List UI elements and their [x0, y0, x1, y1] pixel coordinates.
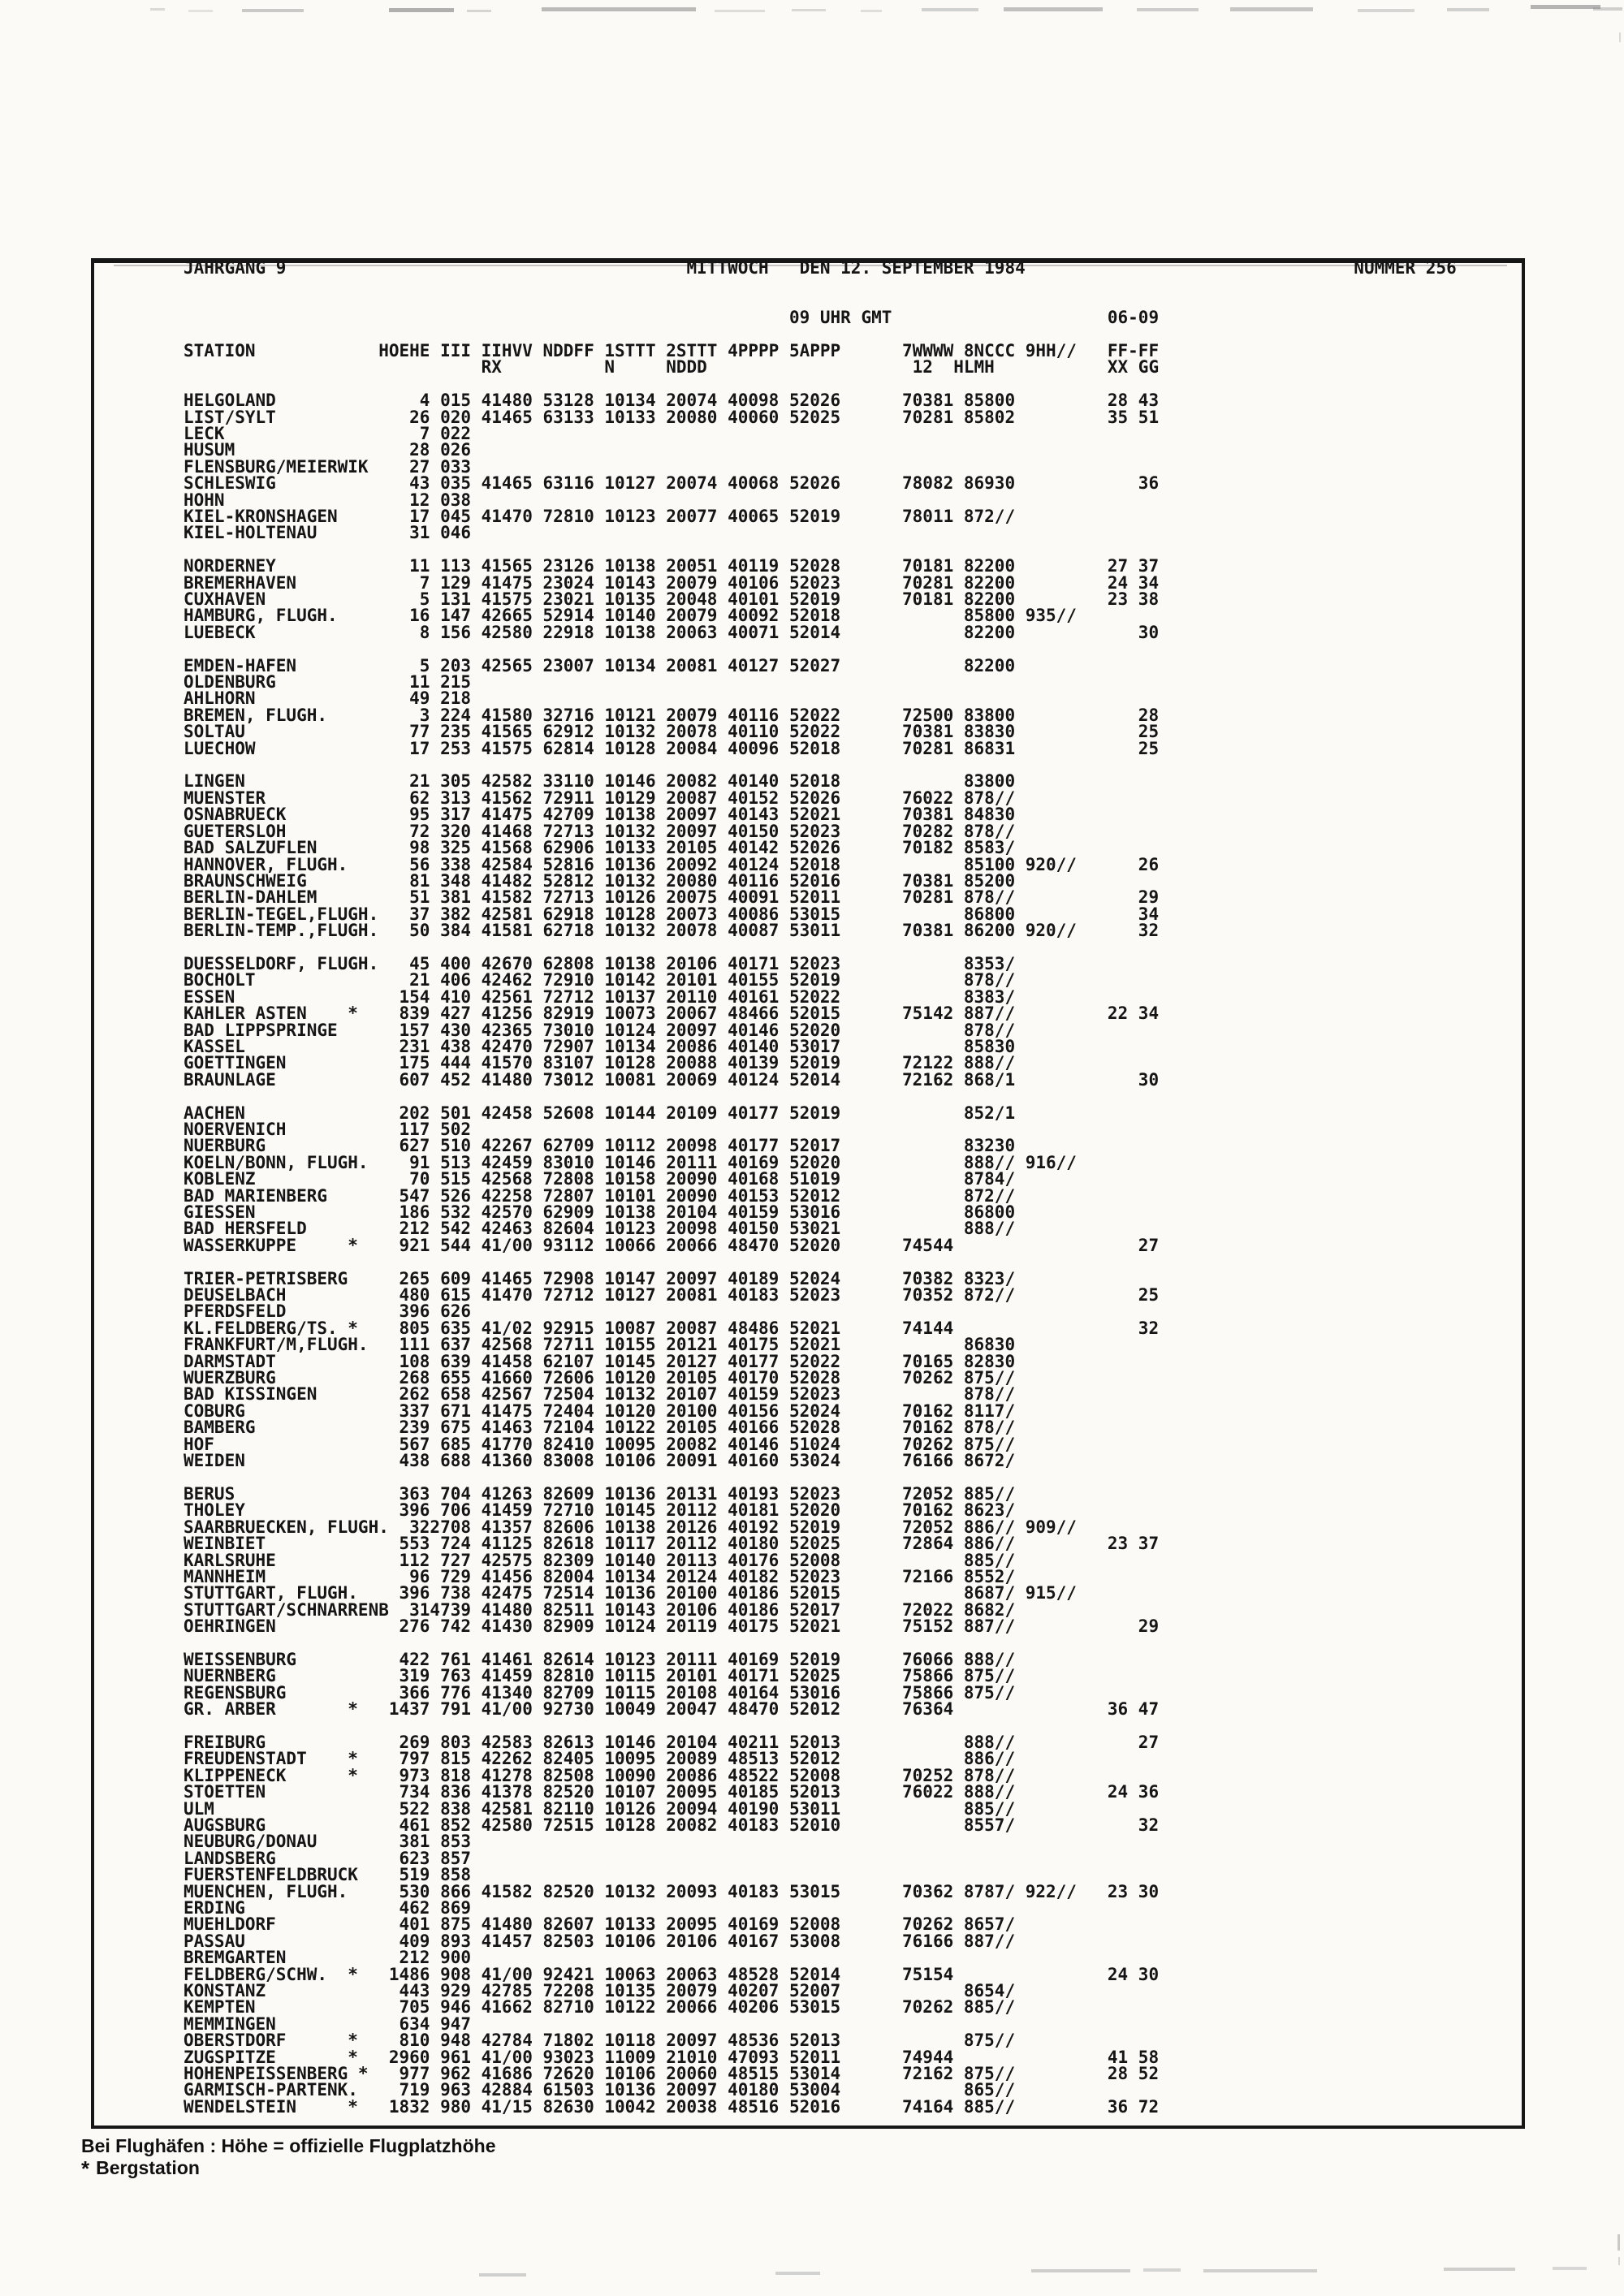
station-row: GOETTINGEN 175 444 41570 83107 10128 20088 40139 52019 72122 888// [184, 1053, 1016, 1073]
station-row: OSNABRUECK 95 317 41475 42709 10138 20097 40143 52021 70381 84830 [184, 805, 1016, 825]
station-row: LINGEN 21 305 42582 33110 10146 20082 40140 52018 83800 [184, 771, 1016, 792]
scan-artifact [150, 8, 165, 11]
station-row: STUTTGART, FLUGH. 396 738 42475 72514 10136 20100 40186 52015 8687/ 915// [184, 1583, 1077, 1603]
station-row: MUENSTER 62 313 41562 72911 10129 20087 40152 52026 76022 878// [184, 788, 1016, 808]
station-row: COBURG 337 671 41475 72404 10120 20100 40156 52024 70162 8117/ [184, 1400, 1016, 1421]
station-row: BAD KISSINGEN 262 658 42567 72504 10132 20107 40159 52023 878// [184, 1384, 1016, 1405]
scan-artifact [1618, 2257, 1620, 2265]
station-row: THOLEY 396 706 41459 72710 10145 20112 40181 52020 70162 8623/ [184, 1500, 1016, 1521]
station-row: SAARBRUECKEN, FLUGH. 322708 41357 82606 10138 20126 40192 52019 72052 886// 909// [184, 1517, 1077, 1537]
station-row: BRAUNSCHWEIG 81 348 41482 52812 10132 20080 40116 52016 70381 85200 [184, 870, 1016, 891]
station-row: BRAUNLAGE 607 452 41480 73012 10081 20069 40124 52014 72162 868/1 30 [184, 1069, 1160, 1090]
station-row: TRIER-PETRISBERG 265 609 41465 72908 10147 20097 40189 52024 70382 8323/ [184, 1268, 1016, 1288]
station-row: HOHN 12 038 [184, 490, 472, 510]
station-row: WEIDEN 438 688 41360 83008 10106 20091 40160 53024 76166 8672/ [184, 1451, 1016, 1471]
scan-artifact [775, 2272, 820, 2275]
scan-artifact [542, 7, 696, 11]
station-row: LECK 7 022 [184, 424, 472, 443]
station-row: GIESSEN 186 532 42570 62909 10138 20104 40159 53016 86800 [184, 1202, 1016, 1223]
station-row: BERUS 363 704 41263 82609 10136 20131 40193 52023 72052 885// [184, 1483, 1016, 1504]
station-row: DEUSELBACH 480 615 41470 72712 10127 20081 40183 52023 70352 872// 25 [184, 1285, 1160, 1306]
station-row: ZUGSPITZE * 2960 961 41/00 93023 11009 21010 47093 52011 74944 41 58 [184, 2047, 1160, 2067]
station-row: OEHRINGEN 276 742 41430 82909 10124 20119 40175 52021 75152 887// 29 [184, 1616, 1160, 1637]
station-row: KIEL-HOLTENAU 31 046 [184, 523, 472, 543]
station-row: ESSEN 154 410 42561 72712 10137 20110 40161 52022 8383/ [184, 986, 1016, 1007]
station-row: KLIPPENECK * 973 818 41278 82508 10090 20086 48522 52008 70252 878// [184, 1765, 1016, 1785]
station-row: REGENSBURG 366 776 41340 82709 10115 20108 40164 53016 75866 875// [184, 1682, 1016, 1703]
station-row: BREMEN, FLUGH. 3 224 41580 32716 10121 20079 40116 52022 72500 83800 28 [184, 705, 1160, 725]
station-row: FRANKFURT/M,FLUGH. 111 637 42568 72711 10155 20121 40175 52021 86830 [184, 1335, 1016, 1355]
station-row: BAD SALZUFLEN 98 325 41568 62906 10133 20105 40142 52026 70182 8583/ [184, 838, 1016, 858]
airport-note: Bei Flughäfen : Höhe = offizielle Flugplatzhöhe [81, 2135, 496, 2156]
footnotes [81, 2135, 495, 2179]
station-row: WENDELSTEIN * 1832 980 41/15 82630 10042 20038 48516 52016 74164 885// 36 72 [184, 2096, 1160, 2117]
scan-artifact [861, 10, 882, 12]
station-row: KOELN/BONN, FLUGH. 91 513 42459 83010 10146 20111 40169 52020 888// 916// [184, 1152, 1077, 1172]
station-row: NOERVENICH 117 502 [184, 1119, 472, 1139]
column-subheader-row: RX N NDDD 12 HLMH XX GG [184, 357, 1160, 378]
station-row: STUTTGART/SCHNARRENB 314739 41480 82511 10143 20106 40186 52017 72022 8682/ [184, 1599, 1016, 1620]
column-header-row: STATION HOEHE III IIHVV NDDFF 1STTT 2STTT 4PPPP 5APPP 7WWWW 8NCCC 9HH// FF-FF [184, 340, 1160, 360]
station-row: WUERZBURG 268 655 41660 72606 10120 20105 40170 52028 70262 875// [184, 1368, 1016, 1388]
station-row: GARMISCH-PARTENK. 719 963 42884 61503 10136 20097 40180 53004 865// [184, 2080, 1016, 2100]
station-row: MANNHEIM 96 729 41456 82004 10134 20124 40182 52023 72166 8552/ [184, 1566, 1016, 1586]
station-row: FLENSBURG/MEIERWIK 27 033 [184, 456, 472, 477]
station-row: LIST/SYLT 26 020 41465 63133 10133 20080 40060 52025 70281 85802 35 51 [184, 407, 1160, 427]
station-row: MUENCHEN, FLUGH. 530 866 41582 82520 10132 20093 40183 53015 70362 8787/ 922// 23 30 [184, 1881, 1160, 1901]
blank-line [184, 293, 1515, 309]
blank-line [184, 276, 1515, 292]
scan-artifact [242, 9, 304, 12]
station-row: KONSTANZ 443 929 42785 72208 10135 20079 40207 52007 8654/ [184, 1981, 1016, 2001]
bergstation-note-label: Bergstation [96, 2157, 200, 2178]
station-row: BAD MARIENBERG 547 526 42258 72807 10101 20090 40153 52012 872// [184, 1185, 1016, 1206]
scan-artifact [1619, 32, 1621, 42]
station-row: NUERBURG 627 510 42267 62709 10112 20098 40177 52017 83230 [184, 1136, 1016, 1156]
station-row: CUXHAVEN 5 131 41575 23021 10135 20048 40101 52019 70181 82200 23 38 [184, 589, 1160, 610]
station-row: WEISSENBURG 422 761 41461 82614 10123 20111 40169 52019 76066 888// [184, 1649, 1016, 1669]
station-row: AHLHORN 49 218 [184, 688, 472, 709]
blank-line [184, 1088, 1515, 1104]
blank-line [184, 939, 1515, 956]
station-row: PASSAU 409 893 41457 82503 10106 20106 40167 53008 76166 887// [184, 1931, 1016, 1951]
scan-artifact [1004, 7, 1103, 11]
station-row: HUSUM 28 026 [184, 440, 472, 460]
blank-line [184, 757, 1515, 773]
station-row: MEMMINGEN 634 947 [184, 2013, 472, 2034]
station-row: SCHLESWIG 43 035 41465 63116 10127 20074 40068 52026 78082 86930 36 [184, 473, 1160, 494]
scan-artifact [389, 8, 454, 12]
station-row: KEMPTEN 705 946 41662 82710 10122 20066 40206 53015 70262 885// [184, 1997, 1016, 2018]
station-row: AUGSBURG 461 852 42580 72515 10128 20082 40183 52010 8557/ 32 [184, 1815, 1160, 1835]
station-row: KOBLENZ 70 515 42568 72808 10158 20090 40168 51019 8784/ [184, 1169, 1016, 1189]
scan-artifact [1553, 2267, 1587, 2270]
station-row: BERLIN-TEGEL,FLUGH. 37 382 42581 62918 10128 20073 40086 53015 86800 34 [184, 904, 1160, 924]
station-row: GR. ARBER * 1437 791 41/00 92730 10049 20047 48470 52012 76364 36 47 [184, 1699, 1160, 1720]
station-row: GUETERSLOH 72 320 41468 72713 10132 20097 40150 52023 70282 878// [184, 821, 1016, 841]
scan-artifact [479, 2273, 526, 2277]
blank-line [184, 1470, 1515, 1486]
printout-text [184, 260, 1515, 2115]
scan-artifact [1358, 9, 1415, 12]
station-row: FELDBERG/SCHW. * 1486 908 41/00 92421 10063 20063 48528 52014 75154 24 30 [184, 1964, 1160, 1984]
station-row: PFERDSFELD 396 626 [184, 1301, 472, 1322]
masthead-row: JAHRGANG 9 MITTWOCH DEN 12. SEPTEMBER 1984 NUMMER 256 [184, 258, 1457, 278]
station-row: ERDING 462 869 [184, 1898, 472, 1918]
station-row: KL.FELDBERG/TS. * 805 635 41/02 92915 10087 20087 48486 52021 74144 32 [184, 1318, 1160, 1338]
blank-line [184, 376, 1515, 392]
station-row: KIEL-KRONSHAGEN 17 045 41470 72810 10123 20077 40065 52019 78011 872// [184, 507, 1016, 527]
scan-artifact [1444, 2268, 1515, 2271]
station-row: BAMBERG 239 675 41463 72104 10122 20105 40166 52028 70162 878// [184, 1418, 1016, 1438]
station-row: HELGOLAND 4 015 41480 53128 10134 20074 40098 52026 70381 85800 28 43 [184, 391, 1160, 411]
station-row: OBERSTDORF * 810 948 42784 71802 10118 20097 48536 52013 875// [184, 2031, 1016, 2051]
station-row: BAD LIPPSPRINGE 157 430 42365 73010 10124 20097 40146 52020 878// [184, 1020, 1016, 1040]
scan-artifact [1143, 2268, 1181, 2272]
station-row: WEINBIET 553 724 41125 82618 10117 20112 40180 52025 72864 886// 23 37 [184, 1534, 1160, 1554]
station-row: FUERSTENFELDBRUCK 519 858 [184, 1865, 472, 1885]
station-row: BOCHOLT 21 406 42462 72910 10142 20101 40155 52019 878// [184, 970, 1016, 990]
scan-artifact [792, 9, 826, 11]
station-row: DARMSTADT 108 639 41458 62107 10145 20127 40177 52022 70165 82830 [184, 1351, 1016, 1371]
station-row: SOLTAU 77 235 41565 62912 10132 20078 40110 52022 70381 83830 25 [184, 722, 1160, 742]
station-row: HAMBURG, FLUGH. 16 147 42665 52914 10140 20079 40092 52018 85800 935// [184, 606, 1077, 626]
scan-artifact [1230, 7, 1313, 11]
station-row: BREMGARTEN 212 900 [184, 1948, 472, 1968]
station-row: FREUDENSTADT * 797 815 42262 82405 10095 20089 48513 52012 886// [184, 1749, 1016, 1769]
station-row: NORDERNEY 11 113 41565 23126 10138 20051 40119 52028 70181 82200 27 37 [184, 556, 1160, 576]
blank-line [184, 641, 1515, 657]
station-row: NEUBURG/DONAU 381 853 [184, 1832, 472, 1852]
blank-line [184, 1718, 1515, 1734]
station-row: LANDSBERG 623 857 [184, 1848, 472, 1868]
blank-line [184, 1635, 1515, 1651]
bergstation-note: * Bergstation [81, 2156, 200, 2181]
scan-artifact [467, 10, 491, 12]
station-row: BAD HERSFELD 212 542 42463 82604 10123 20098 40150 53021 888// [184, 1219, 1016, 1239]
station-row: DUESSELDORF, FLUGH. 45 400 42670 62808 10138 20106 40171 52023 8353/ [184, 953, 1016, 973]
station-row: AACHEN 202 501 42458 52608 10144 20109 40177 52019 852/1 [184, 1103, 1016, 1123]
station-row: BERLIN-TEMP.,FLUGH. 50 384 41581 62718 10132 20078 40087 53011 70381 86200 920// 32 [184, 921, 1160, 941]
station-row: HOF 567 685 41770 82410 10095 20082 40146 51024 70262 875// [184, 1434, 1016, 1454]
observation-time-row: 09 UHR GMT 06-09 [184, 308, 1160, 328]
scan-artifact [1203, 2269, 1317, 2272]
blank-line [184, 1254, 1515, 1270]
station-row: FREIBURG 269 803 42583 82613 10146 20104 40211 52013 888// 27 [184, 1732, 1160, 1752]
station-row: BREMERHAVEN 7 129 41475 23024 10143 20079 40106 52023 70281 82200 24 34 [184, 572, 1160, 593]
scan-artifact [188, 10, 213, 12]
station-row: HANNOVER, FLUGH. 56 338 42584 52816 10136 20092 40124 52018 85100 920// 26 [184, 854, 1160, 874]
station-row: KAHLER ASTEN * 839 427 41256 82919 10073 20067 48466 52015 75142 887// 22 34 [184, 1003, 1160, 1024]
station-row: BERLIN-DAHLEM 51 381 41582 72713 10126 20075 40091 52011 70281 878// 29 [184, 887, 1160, 908]
station-row: MUEHLDORF 401 875 41480 82607 10133 20095 40169 52008 70262 8657/ [184, 1914, 1016, 1935]
station-row: KARLSRUHE 112 727 42575 82309 10140 20113 40176 52008 885// [184, 1550, 1016, 1570]
station-row: LUEBECK 8 156 42580 22918 10138 20063 40071 52014 82200 30 [184, 622, 1160, 642]
scan-artifact [1531, 5, 1600, 9]
station-row: OLDENBURG 11 215 [184, 672, 472, 693]
scan-artifact [1618, 2234, 1620, 2251]
station-row: WASSERKUPPE * 921 544 41/00 93112 10066 20066 48470 52020 74544 27 [184, 1235, 1160, 1255]
scan-artifact [715, 10, 765, 12]
scan-artifact [1593, 7, 1622, 11]
scan-artifact [1137, 8, 1199, 11]
scan-artifact [922, 8, 978, 11]
scan-artifact [1447, 8, 1489, 11]
station-row: KASSEL 231 438 42470 72907 10134 20086 40140 53017 85830 [184, 1036, 1016, 1056]
station-row: EMDEN-HAFEN 5 203 42565 23007 10134 20081 40127 52027 82200 [184, 655, 1016, 675]
station-row: HOHENPEISSENBERG * 977 962 41686 72620 10106 20060 48515 53014 72162 875// 28 52 [184, 2064, 1160, 2084]
blank-line [184, 326, 1515, 343]
blank-line [184, 542, 1515, 558]
station-row: NUERNBERG 319 763 41459 82810 10115 20101 40171 52025 75866 875// [184, 1666, 1016, 1686]
station-row: STOETTEN 734 836 41378 82520 10107 20095 40185 52013 76022 888// 24 36 [184, 1782, 1160, 1802]
scan-artifact [1031, 2269, 1130, 2272]
station-row: ULM 522 838 42581 82110 10126 20094 40190 53011 885// [184, 1798, 1016, 1819]
station-row: LUECHOW 17 253 41575 62814 10128 20084 40096 52018 70281 86831 25 [184, 738, 1160, 758]
